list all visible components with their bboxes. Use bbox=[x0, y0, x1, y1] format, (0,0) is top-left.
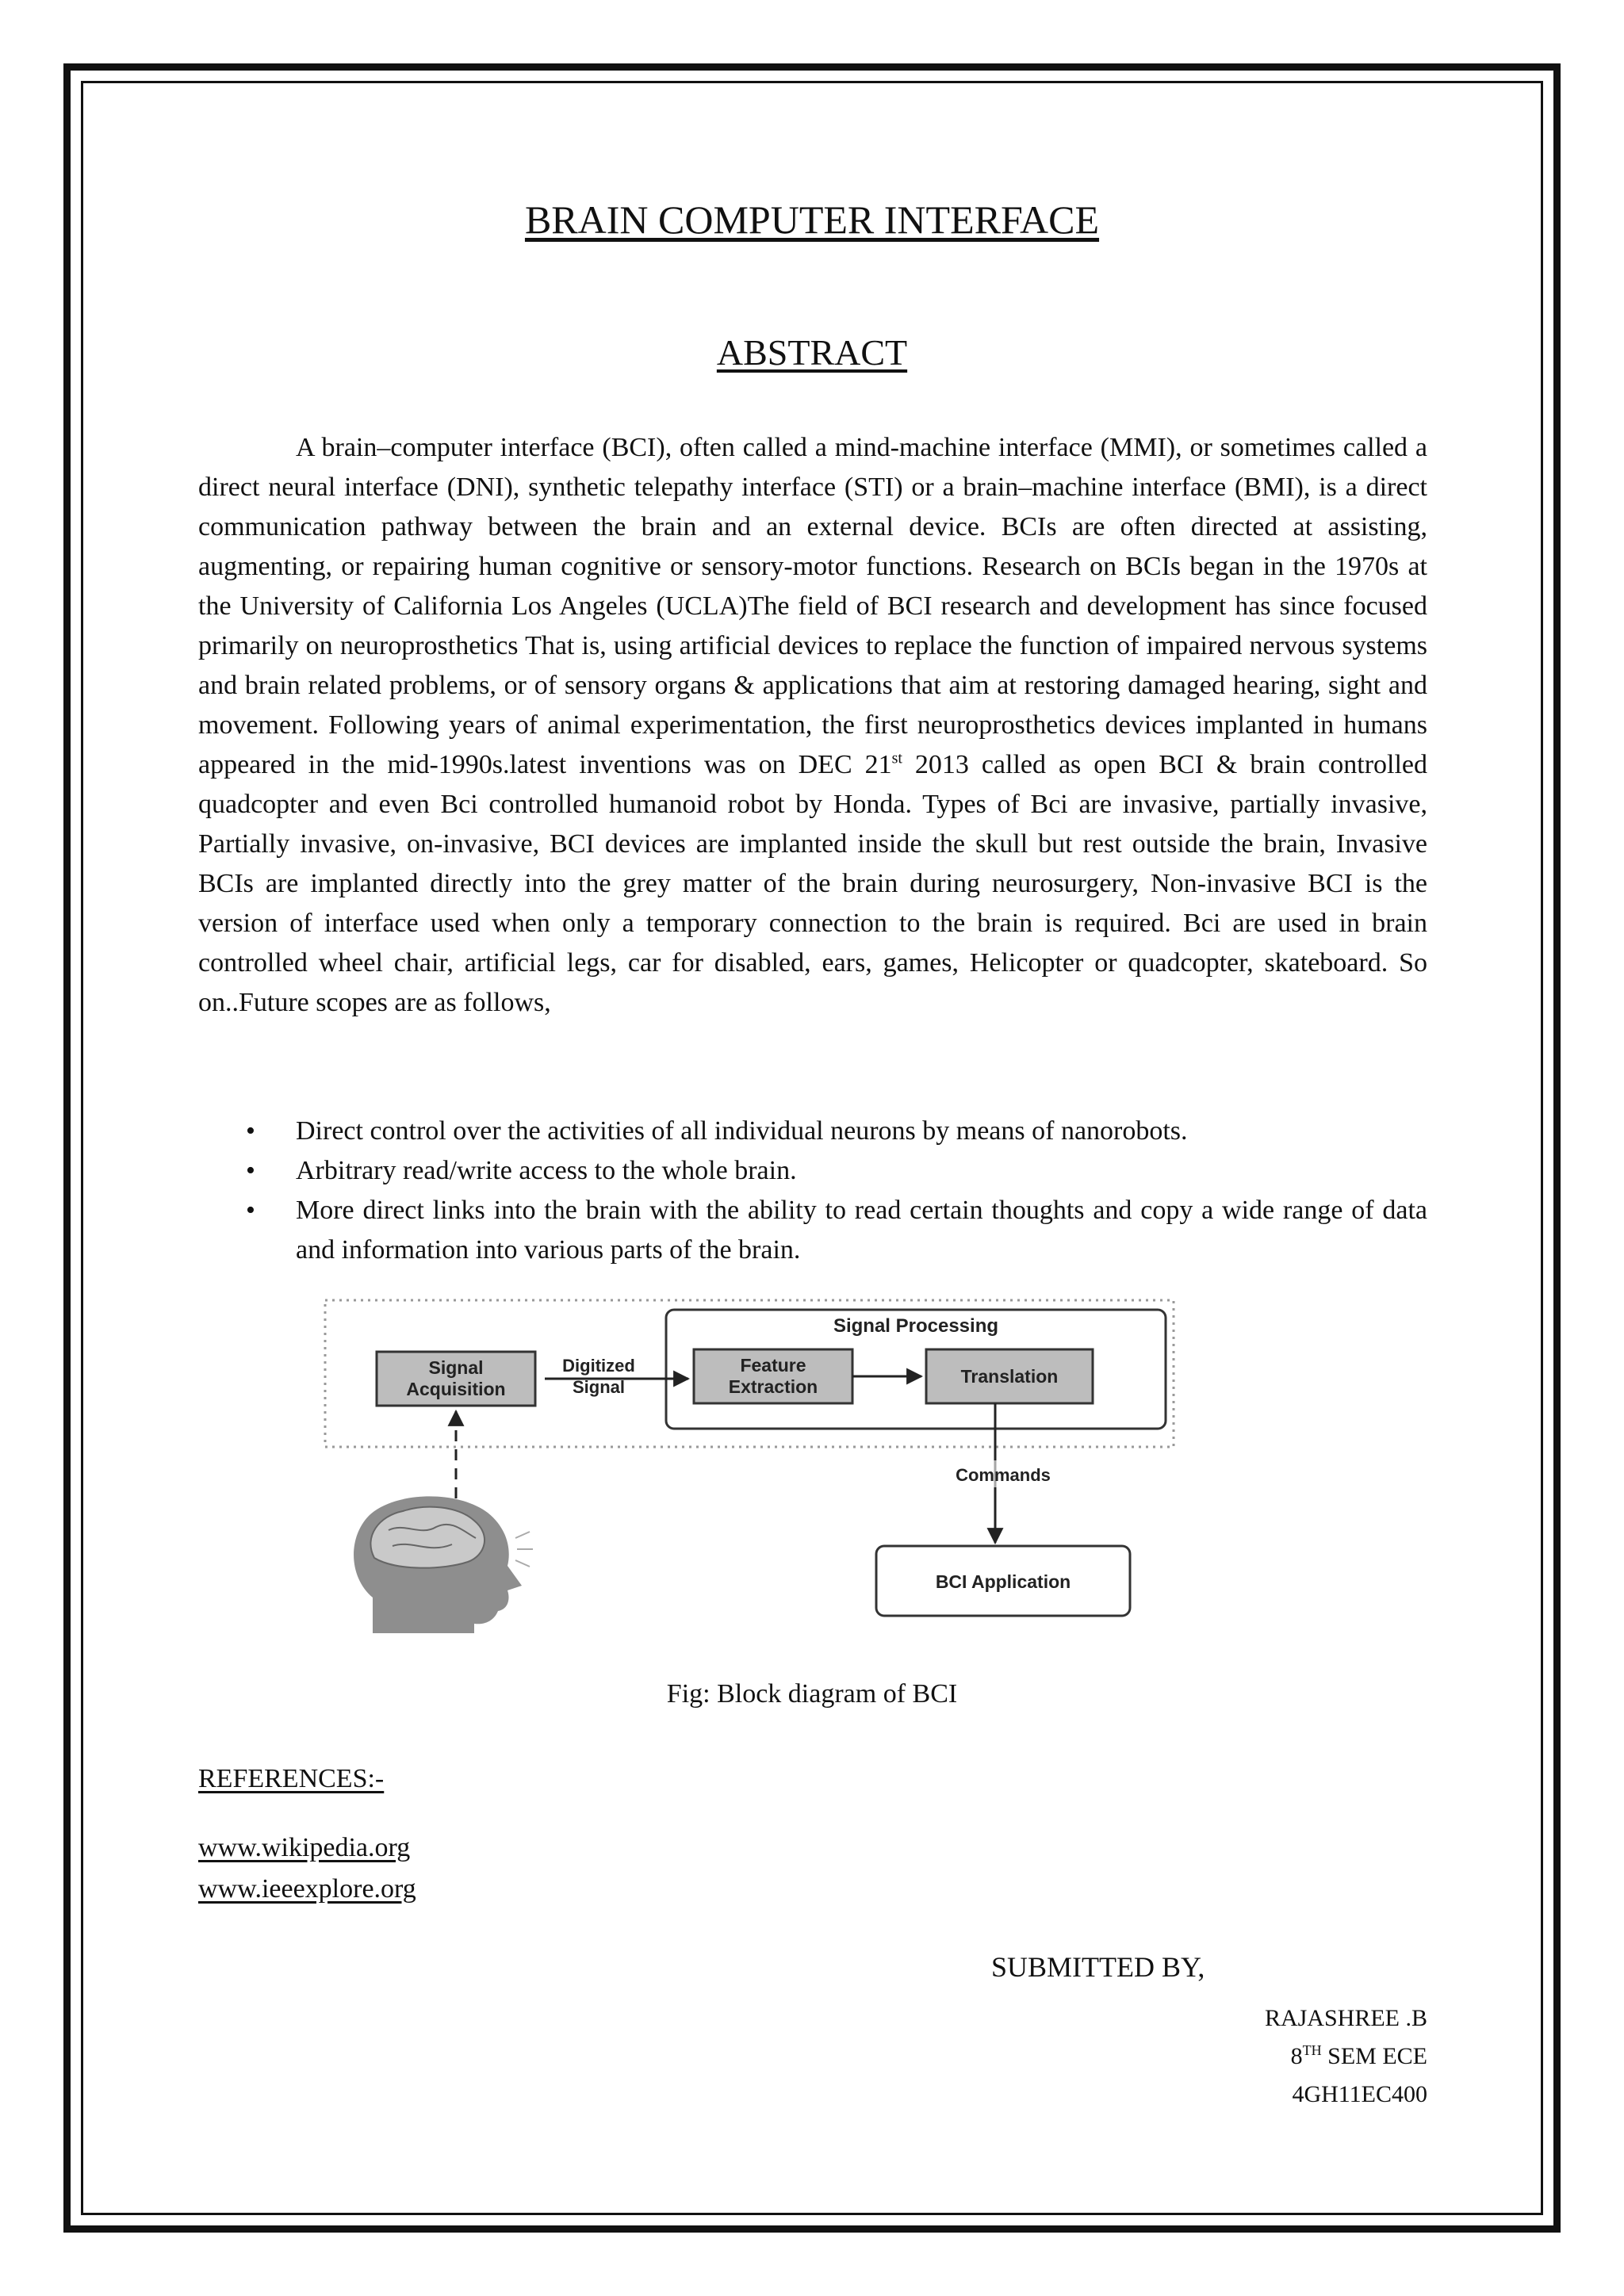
list-item-text: More direct links into the brain with the ability to read certain thoughts and copy a wide range of data and information into various parts of the brain. bbox=[296, 1196, 1427, 1265]
list-item bbox=[198, 1869, 416, 1910]
list-item bbox=[198, 1112, 1427, 1151]
semester-ordinal-suffix: TH bbox=[1302, 2042, 1322, 2058]
abstract-paragraph bbox=[198, 428, 1427, 1023]
digitized-signal-label-line1: Digitized bbox=[562, 1356, 635, 1376]
bullet-icon: • bbox=[246, 1196, 255, 1225]
semester-number: 8 bbox=[1290, 2043, 1303, 2069]
list-item bbox=[198, 1151, 1427, 1191]
signal-acquisition-label-line2: Acquisition bbox=[406, 1379, 506, 1399]
references-heading: REFERENCES:- bbox=[198, 1764, 385, 1793]
bci-application-label: BCI Application bbox=[935, 1571, 1071, 1592]
feature-extraction-label-line1: Feature bbox=[740, 1355, 806, 1376]
bullet-icon: • bbox=[246, 1116, 255, 1146]
signal-acquisition-label-line1: Signal bbox=[428, 1357, 484, 1378]
commands-label: Commands bbox=[956, 1465, 1051, 1485]
page-title: BRAIN COMPUTER INTERFACE bbox=[524, 197, 1100, 242]
bullet-icon: • bbox=[246, 1156, 255, 1185]
author-usn: 4GH11EC400 bbox=[1292, 2081, 1427, 2107]
reference-link-ieeexplore[interactable]: www.ieeexplore.org bbox=[198, 1874, 416, 1904]
author-name: RAJASHREE .B bbox=[1264, 2005, 1427, 2031]
list-item-text: Direct control over the activities of all individual neurons by means of nanorobots. bbox=[296, 1116, 1188, 1146]
author-semester bbox=[1265, 2038, 1427, 2076]
figure-caption: Fig: Block diagram of BCI bbox=[666, 1679, 958, 1709]
semester-branch: SEM ECE bbox=[1321, 2043, 1427, 2069]
abstract-text-part-2: 2013 called as open BCI & brain controlled quadcopter and even Bci controlled humanoid robot by Honda. Types of Bci are invasive, partially invasive, Partially invasive, on-invasive, BCI devices are implanted inside the skull but rest outside the brain, Invasive BCIs are implanted directly into the grey matter of the brain during neurosurgery, Non-invasive BCI is the version of interface used when only a temporary connection to the brain is required. Bci are used in brain controlled wheel chair, artificial legs, car for disabled, ears, games, Helicopter or quadcopter, skateboard. So on..Future scopes are as follows, bbox=[198, 750, 1427, 1017]
list-item bbox=[198, 1191, 1427, 1270]
abstract-heading: ABSTRACT bbox=[716, 332, 908, 373]
digitized-signal-label-line2: Signal bbox=[572, 1377, 626, 1397]
reference-link-wikipedia[interactable]: www.wikipedia.org bbox=[198, 1833, 411, 1862]
abstract-text-part-1: A brain–computer interface (BCI), often called a mind-machine interface (MMI), or sometimes called a direct neural interface (DNI), synthetic telepathy interface (STI) or a brain–machine interface (BMI), is a direct communication pathway between the brain and an external device. BCIs are often directed at assisting, augmenting, or repairing human cognitive or sensory-motor functions. Research on BCIs began in the 1970s at the University of California Los Angeles (UCLA)The field of BCI research and development has since focused primarily on neuroprosthetics That is, using artificial devices to replace the function of impaired nervous systems and brain related problems, or of sensory organs & applications that aim at restoring damaged hearing, sight and movement. Following years of animal experimentation, the first neuroprosthetics devices implanted in humans appeared in the mid-1990s.latest inventions was on DEC 21 bbox=[198, 433, 1427, 779]
feature-extraction-label-line2: Extraction bbox=[728, 1376, 818, 1397]
list-item-text: Arbitrary read/write access to the whole brain. bbox=[296, 1156, 797, 1185]
submitted-by-label: SUBMITTED BY, bbox=[991, 1951, 1205, 1983]
bci-block-diagram bbox=[317, 1284, 1182, 1633]
human-head-icon bbox=[354, 1496, 533, 1633]
future-scopes-list bbox=[198, 1112, 1427, 1270]
date-ordinal-suffix: st bbox=[891, 749, 902, 767]
translation-label: Translation bbox=[960, 1366, 1059, 1387]
author-block bbox=[1265, 1999, 1427, 2114]
signal-processing-label: Signal Processing bbox=[833, 1315, 999, 1337]
list-item bbox=[198, 1827, 416, 1869]
references-list bbox=[198, 1827, 416, 1910]
